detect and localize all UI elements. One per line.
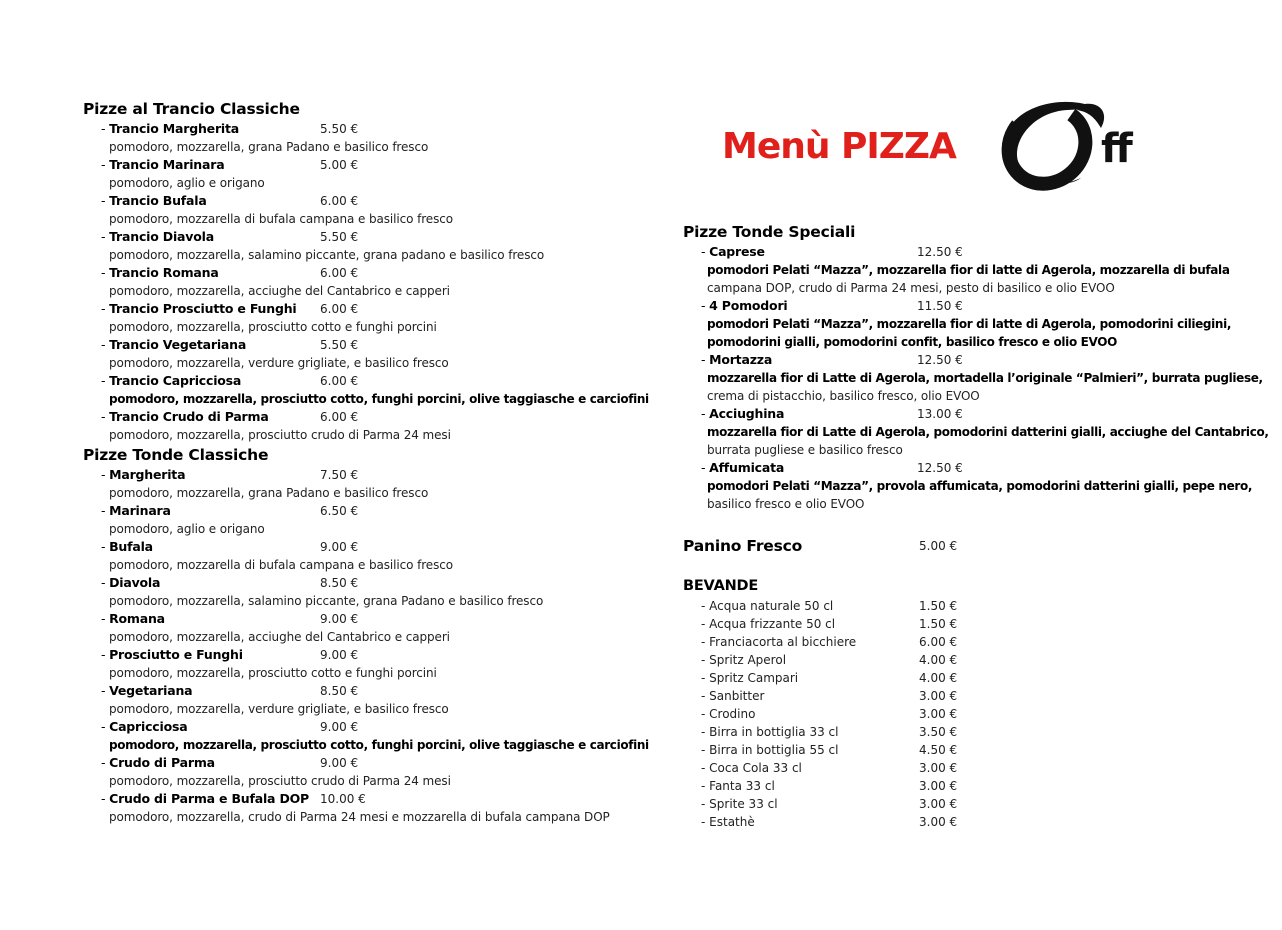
item-price: 6.00 € xyxy=(320,194,359,208)
beverage-item xyxy=(683,759,1243,777)
item-description: mozzarella fior di Latte di Agerola, pomodorini datterini gialli, acciughe del Cantabrico, xyxy=(707,425,1269,439)
menu-item xyxy=(83,718,643,736)
item-description: pomodorini gialli, pomodorini confit, basilico fresco e olio EVOO xyxy=(707,335,1117,349)
left-column xyxy=(83,98,649,826)
menu-item xyxy=(683,459,1243,477)
item-name: - Affumicata xyxy=(701,460,785,475)
item-name: - Trancio Capricciosa xyxy=(101,373,242,388)
item-description: burrata pugliese e basilico fresco xyxy=(707,443,903,457)
item-name: - Mortazza xyxy=(701,352,773,367)
beverage-name: - Fanta 33 cl xyxy=(701,779,775,793)
beverage-name: - Estathè xyxy=(701,815,755,829)
beverage-price: 3.50 € xyxy=(919,725,958,739)
beverage-price: 3.00 € xyxy=(919,815,958,829)
menu-item xyxy=(683,243,1243,261)
beverage-name-text: Birra in bottiglia 55 cl xyxy=(709,743,839,757)
item-name: - Romana xyxy=(101,611,165,626)
beverages-section xyxy=(683,575,1243,831)
beverage-item xyxy=(683,741,1243,759)
beverage-name: - Crodino xyxy=(701,707,756,721)
menu-item xyxy=(83,646,643,664)
item-price: 5.00 € xyxy=(320,158,359,172)
section-title: Panino Fresco xyxy=(683,537,803,555)
menu-item xyxy=(83,336,643,354)
item-description: campana DOP, crudo di Parma 24 mesi, pesto di basilico e olio EVOO xyxy=(707,281,1115,295)
beverage-item xyxy=(683,633,1243,651)
item-name-text: Trancio Bufala xyxy=(109,193,207,208)
item-price: 9.00 € xyxy=(320,648,359,662)
menu-title: Menù PIZZA xyxy=(722,126,956,167)
item-description: pomodoro, mozzarella, grana Padano e basilico fresco xyxy=(109,140,429,154)
section-title: Pizze Tonde Speciali xyxy=(683,223,856,241)
beverage-name-text: Spritz Campari xyxy=(709,671,799,685)
beverage-name-text: Sprite 33 cl xyxy=(709,797,778,811)
menu-item xyxy=(683,405,1243,423)
beverage-name-text: Acqua frizzante 50 cl xyxy=(709,617,836,631)
item-description: pomodoro, mozzarella, salamino piccante, grana padano e basilico fresco xyxy=(109,248,545,262)
beverage-item xyxy=(683,777,1243,795)
menu-item xyxy=(83,372,643,390)
item-description: crema di pistacchio, basilico fresco, olio EVOO xyxy=(707,389,980,403)
beverage-name-text: Fanta 33 cl xyxy=(709,779,775,793)
beverage-name: - Acqua naturale 50 cl xyxy=(701,599,834,613)
item-name: - Trancio Vegetariana xyxy=(101,337,247,352)
item-name-text: Romana xyxy=(109,611,165,626)
item-price: 6.50 € xyxy=(320,504,359,518)
menu-section xyxy=(83,444,649,826)
item-name: - Bufala xyxy=(101,539,153,554)
item-name-text: Trancio Crudo di Parma xyxy=(109,409,269,424)
item-name: - Vegetariana xyxy=(101,683,193,698)
item-name-text: Caprese xyxy=(709,244,765,259)
beverage-item xyxy=(683,813,1243,831)
menu-item xyxy=(683,297,1243,315)
menu-item xyxy=(83,502,643,520)
item-description: pomodoro, mozzarella di bufala campana e basilico fresco xyxy=(109,212,453,226)
beverage-name-text: Birra in bottiglia 33 cl xyxy=(709,725,839,739)
item-price: 8.50 € xyxy=(320,576,359,590)
item-description: pomodoro, mozzarella, acciughe del Cantabrico e capperi xyxy=(109,284,450,298)
item-price: 10.00 € xyxy=(320,792,366,806)
item-description: pomodoro, mozzarella, prosciutto crudo di Parma 24 mesi xyxy=(109,774,451,788)
beverage-price: 4.00 € xyxy=(919,653,958,667)
item-price: 5.00 € xyxy=(919,539,958,553)
item-name-text: Crudo di Parma e Bufala DOP xyxy=(109,791,310,806)
item-description: pomodoro, mozzarella, salamino piccante, grana Padano e basilico fresco xyxy=(109,594,544,608)
beverage-name: - Spritz Aperol xyxy=(701,653,787,667)
menu-item xyxy=(83,574,643,592)
menu-item xyxy=(83,538,643,556)
item-description: pomodori Pelati “Mazza”, mozzarella fior di latte di Agerola, mozzarella di bufala xyxy=(707,263,1230,277)
beverage-name: - Sprite 33 cl xyxy=(701,797,778,811)
beverage-price: 1.50 € xyxy=(919,599,958,613)
beverage-price: 3.00 € xyxy=(919,689,958,703)
beverage-name: - Birra in bottiglia 55 cl xyxy=(701,743,839,757)
item-description: pomodoro, mozzarella, verdure grigliate, e basilico fresco xyxy=(109,356,449,370)
menu-item xyxy=(83,682,643,700)
menu-item xyxy=(83,300,643,318)
beverage-name-text: Acqua naturale 50 cl xyxy=(709,599,834,613)
item-name-text: Capricciosa xyxy=(109,719,188,734)
item-description: pomodori Pelati “Mazza”, provola affumicata, pomodorini datterini gialli, pepe nero, xyxy=(707,479,1253,493)
item-name: - Caprese xyxy=(701,244,765,259)
beverage-item xyxy=(683,669,1243,687)
menu-item xyxy=(83,192,643,210)
item-name-text: Diavola xyxy=(109,575,161,590)
item-price: 9.00 € xyxy=(320,756,359,770)
beverage-name: - Coca Cola 33 cl xyxy=(701,761,802,775)
menu-section xyxy=(83,98,649,444)
menu-item xyxy=(83,120,643,138)
menu-item xyxy=(83,466,643,484)
item-description: pomodoro, mozzarella, grana Padano e basilico fresco xyxy=(109,486,429,500)
beverage-item xyxy=(683,597,1243,615)
menu-item xyxy=(83,264,643,282)
menu-item xyxy=(83,610,643,628)
beverage-name-text: Coca Cola 33 cl xyxy=(709,761,802,775)
right-column xyxy=(683,221,1269,831)
beverage-name-text: Spritz Aperol xyxy=(709,653,787,667)
item-name-text: Trancio Vegetariana xyxy=(109,337,247,352)
menu-item xyxy=(83,790,643,808)
item-name: - Capricciosa xyxy=(101,719,188,734)
item-description: pomodoro, mozzarella, prosciutto crudo di Parma 24 mesi xyxy=(109,428,451,442)
item-description: basilico fresco e olio EVOO xyxy=(707,497,865,511)
beverage-item xyxy=(683,651,1243,669)
item-name: - Diavola xyxy=(101,575,161,590)
item-price: 9.00 € xyxy=(320,612,359,626)
beverage-item xyxy=(683,795,1243,813)
beverage-price: 1.50 € xyxy=(919,617,958,631)
item-price: 5.50 € xyxy=(320,230,359,244)
menu-item xyxy=(683,351,1243,369)
menu-item xyxy=(83,754,643,772)
item-name-text: Margherita xyxy=(109,467,186,482)
item-price: 13.00 € xyxy=(917,407,963,421)
item-description: pomodoro, mozzarella, prosciutto cotto, funghi porcini, olive taggiasche e carciofini xyxy=(109,392,649,406)
item-name-text: Affumicata xyxy=(709,460,785,475)
item-name-text: Trancio Margherita xyxy=(109,121,240,136)
item-price: 9.00 € xyxy=(320,720,359,734)
item-name: - Trancio Diavola xyxy=(101,229,214,244)
beverage-name: - Spritz Campari xyxy=(701,671,799,685)
beverage-item xyxy=(683,723,1243,741)
item-name-text: Trancio Romana xyxy=(109,265,219,280)
item-name: - Trancio Marinara xyxy=(101,157,225,172)
item-description: pomodoro, mozzarella, acciughe del Cantabrico e capperi xyxy=(109,630,450,644)
beverage-name: - Franciacorta al bicchiere xyxy=(701,635,857,649)
item-description: pomodoro, aglio e origano xyxy=(109,176,265,190)
beverage-item xyxy=(683,615,1243,633)
item-description: pomodoro, mozzarella, crudo di Parma 24 mesi e mozzarella di bufala campana DOP xyxy=(109,810,610,824)
item-price: 5.50 € xyxy=(320,122,359,136)
menu-item xyxy=(83,228,643,246)
menu-item xyxy=(83,408,643,426)
item-name-text: Prosciutto e Funghi xyxy=(109,647,243,662)
item-name: - 4 Pomodori xyxy=(701,298,788,313)
item-price: 7.50 € xyxy=(320,468,359,482)
item-name-text: Vegetariana xyxy=(109,683,193,698)
item-description: mozzarella fior di Latte di Agerola, mortadella l’originale “Palmieri”, burrata pugliese, xyxy=(707,371,1263,385)
item-description: pomodoro, mozzarella, prosciutto cotto e funghi porcini xyxy=(109,666,437,680)
specials-section xyxy=(683,221,1269,513)
item-name-text: Trancio Diavola xyxy=(109,229,214,244)
item-price: 11.50 € xyxy=(917,299,963,313)
item-description: pomodoro, mozzarella di bufala campana e basilico fresco xyxy=(109,558,453,572)
item-description: pomodoro, mozzarella, prosciutto cotto e funghi porcini xyxy=(109,320,437,334)
item-price: 12.50 € xyxy=(917,461,963,475)
item-name-text: Marinara xyxy=(109,503,171,518)
item-name-text: 4 Pomodori xyxy=(709,298,788,313)
menu-item xyxy=(83,156,643,174)
beverage-name-text: Estathè xyxy=(709,815,755,829)
beverage-item xyxy=(683,687,1243,705)
item-name-text: Trancio Capricciosa xyxy=(109,373,242,388)
beverage-name: - Birra in bottiglia 33 cl xyxy=(701,725,839,739)
item-name: - Crudo di Parma e Bufala DOP xyxy=(101,791,310,806)
section-title: Pizze al Trancio Classiche xyxy=(83,100,300,118)
item-name: - Trancio Margherita xyxy=(101,121,240,136)
item-name-text: Trancio Marinara xyxy=(109,157,225,172)
section-title: Pizze Tonde Classiche xyxy=(83,446,269,464)
item-name: - Trancio Bufala xyxy=(101,193,207,208)
beverage-price: 3.00 € xyxy=(919,707,958,721)
item-description: pomodoro, mozzarella, prosciutto cotto, funghi porcini, olive taggiasche e carciofini xyxy=(109,738,649,752)
svg-text:ff: ff xyxy=(1101,126,1130,172)
item-price: 8.50 € xyxy=(320,684,359,698)
item-price: 12.50 € xyxy=(917,245,963,259)
beverage-name: - Acqua frizzante 50 cl xyxy=(701,617,836,631)
beverage-name-text: Crodino xyxy=(709,707,756,721)
section-title: BEVANDE xyxy=(683,578,759,594)
item-name: - Marinara xyxy=(101,503,171,518)
beverage-item xyxy=(683,705,1243,723)
beverage-price: 3.00 € xyxy=(919,797,958,811)
item-price: 9.00 € xyxy=(320,540,359,554)
item-name: - Trancio Romana xyxy=(101,265,219,280)
panino-row xyxy=(683,535,1243,557)
item-description: pomodoro, aglio e origano xyxy=(109,522,265,536)
item-price: 6.00 € xyxy=(320,374,359,388)
item-name: - Crudo di Parma xyxy=(101,755,215,770)
item-price: 12.50 € xyxy=(917,353,963,367)
item-price: 5.50 € xyxy=(320,338,359,352)
item-name-text: Mortazza xyxy=(709,352,773,367)
item-price: 6.00 € xyxy=(320,410,359,424)
beverage-name: - Sanbitter xyxy=(701,689,765,703)
item-name: - Trancio Crudo di Parma xyxy=(101,409,269,424)
item-name: - Acciughina xyxy=(701,406,785,421)
item-name-text: Crudo di Parma xyxy=(109,755,215,770)
item-description: pomodoro, mozzarella, verdure grigliate, e basilico fresco xyxy=(109,702,449,716)
item-name-text: Trancio Prosciutto e Funghi xyxy=(109,301,297,316)
beverage-price: 4.50 € xyxy=(919,743,958,757)
off-logo-icon xyxy=(997,96,1167,196)
beverage-name-text: Sanbitter xyxy=(709,689,765,703)
beverage-price: 4.00 € xyxy=(919,671,958,685)
menu-header xyxy=(722,96,1172,196)
item-name-text: Acciughina xyxy=(709,406,785,421)
beverage-price: 3.00 € xyxy=(919,779,958,793)
item-name: - Trancio Prosciutto e Funghi xyxy=(101,301,297,316)
item-description: pomodori Pelati “Mazza”, mozzarella fior di latte di Agerola, pomodorini ciliegini, xyxy=(707,317,1232,331)
beverage-name-text: Franciacorta al bicchiere xyxy=(709,635,857,649)
item-name: - Prosciutto e Funghi xyxy=(101,647,243,662)
item-name-text: Bufala xyxy=(109,539,153,554)
item-price: 6.00 € xyxy=(320,302,359,316)
item-name: - Margherita xyxy=(101,467,186,482)
beverage-price: 6.00 € xyxy=(919,635,958,649)
beverage-price: 3.00 € xyxy=(919,761,958,775)
item-price: 6.00 € xyxy=(320,266,359,280)
